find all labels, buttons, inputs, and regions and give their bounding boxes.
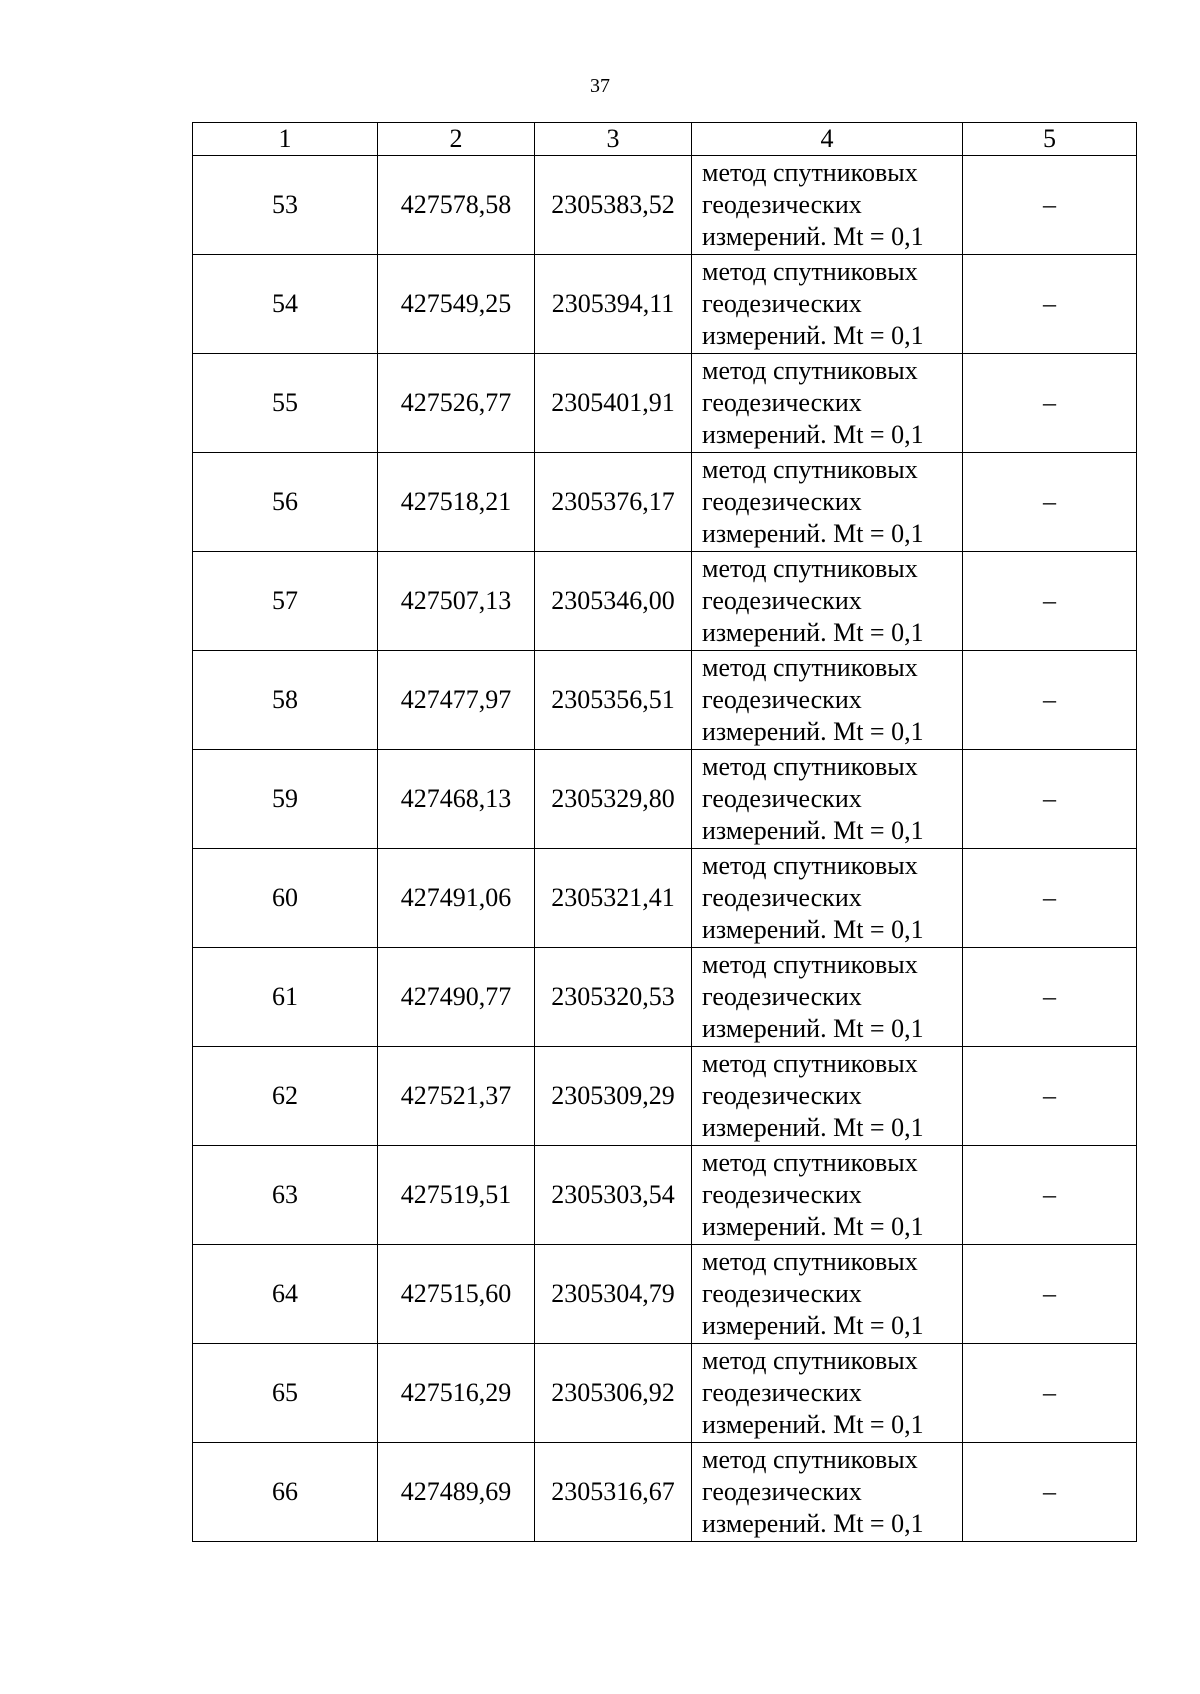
y-coordinate-cell: 2305401,91 (535, 354, 692, 453)
method-line: измерений. Mt = 0,1 (702, 1410, 924, 1439)
point-number-cell: 56 (193, 453, 378, 552)
table-row (193, 948, 1137, 1047)
method-line: измерений. Mt = 0,1 (702, 420, 924, 449)
point-number-cell: 63 (193, 1146, 378, 1245)
x-coordinate-cell: 427526,77 (378, 354, 535, 453)
x-coordinate-cell: 427578,58 (378, 156, 535, 255)
method-line: геодезических (702, 388, 862, 417)
method-line: измерений. Mt = 0,1 (702, 222, 924, 251)
y-coordinate-cell: 2305306,92 (535, 1344, 692, 1443)
point-number-cell: 59 (193, 750, 378, 849)
point-number-cell: 64 (193, 1245, 378, 1344)
method-line: геодезических (702, 487, 862, 516)
method-cell (692, 948, 963, 1047)
method-line: метод спутниковых (702, 851, 918, 880)
method-cell (692, 1047, 963, 1146)
method-line: измерений. Mt = 0,1 (702, 816, 924, 845)
x-coordinate-cell: 427489,69 (378, 1443, 535, 1542)
point-number-cell: 61 (193, 948, 378, 1047)
method-line: метод спутниковых (702, 158, 918, 187)
method-line: измерений. Mt = 0,1 (702, 1212, 924, 1241)
point-number-cell: 62 (193, 1047, 378, 1146)
x-coordinate-cell: 427521,37 (378, 1047, 535, 1146)
method-cell (692, 1146, 963, 1245)
point-number-cell: 57 (193, 552, 378, 651)
method-cell (692, 552, 963, 651)
method-cell (692, 255, 963, 354)
note-cell: – (963, 1443, 1137, 1542)
y-coordinate-cell: 2305346,00 (535, 552, 692, 651)
method-line: метод спутниковых (702, 1445, 918, 1474)
method-line: геодезических (702, 982, 862, 1011)
point-number-cell: 60 (193, 849, 378, 948)
method-line: метод спутниковых (702, 1148, 918, 1177)
x-coordinate-cell: 427468,13 (378, 750, 535, 849)
method-line: измерений. Mt = 0,1 (702, 1014, 924, 1043)
y-coordinate-cell: 2305321,41 (535, 849, 692, 948)
table-row (193, 651, 1137, 750)
point-number-cell: 58 (193, 651, 378, 750)
note-cell: – (963, 750, 1137, 849)
method-line: геодезических (702, 190, 862, 219)
table-row (193, 552, 1137, 651)
note-cell: – (963, 255, 1137, 354)
table-row (193, 1245, 1137, 1344)
table-row (193, 849, 1137, 948)
method-cell (692, 453, 963, 552)
method-line: метод спутниковых (702, 356, 918, 385)
table-row (193, 1146, 1137, 1245)
method-line: метод спутниковых (702, 752, 918, 781)
method-line: измерений. Mt = 0,1 (702, 321, 924, 350)
note-cell: – (963, 849, 1137, 948)
method-line: измерений. Mt = 0,1 (702, 519, 924, 548)
method-line: геодезических (702, 685, 862, 714)
note-cell: – (963, 156, 1137, 255)
method-cell (692, 1344, 963, 1443)
y-coordinate-cell: 2305309,29 (535, 1047, 692, 1146)
method-line: геодезических (702, 586, 862, 615)
column-header-5: 5 (963, 123, 1137, 156)
note-cell: – (963, 1047, 1137, 1146)
table-row (193, 453, 1137, 552)
method-line: геодезических (702, 1477, 862, 1506)
table-row (193, 156, 1137, 255)
note-cell: – (963, 1344, 1137, 1443)
method-line: геодезических (702, 1081, 862, 1110)
table-row (193, 1443, 1137, 1542)
y-coordinate-cell: 2305329,80 (535, 750, 692, 849)
method-cell (692, 651, 963, 750)
table-row (193, 750, 1137, 849)
method-line: метод спутниковых (702, 455, 918, 484)
method-line: геодезических (702, 784, 862, 813)
table-row (193, 1047, 1137, 1146)
table-row (193, 255, 1137, 354)
method-line: измерений. Mt = 0,1 (702, 915, 924, 944)
y-coordinate-cell: 2305303,54 (535, 1146, 692, 1245)
method-line: измерений. Mt = 0,1 (702, 1509, 924, 1538)
y-coordinate-cell: 2305376,17 (535, 453, 692, 552)
column-header-1: 1 (193, 123, 378, 156)
method-cell (692, 750, 963, 849)
method-line: метод спутниковых (702, 1049, 918, 1078)
point-number-cell: 65 (193, 1344, 378, 1443)
note-cell: – (963, 453, 1137, 552)
method-line: геодезических (702, 1180, 862, 1209)
method-cell (692, 849, 963, 948)
y-coordinate-cell: 2305383,52 (535, 156, 692, 255)
y-coordinate-cell: 2305356,51 (535, 651, 692, 750)
x-coordinate-cell: 427519,51 (378, 1146, 535, 1245)
x-coordinate-cell: 427518,21 (378, 453, 535, 552)
method-line: геодезических (702, 883, 862, 912)
point-number-cell: 55 (193, 354, 378, 453)
column-header-4: 4 (692, 123, 963, 156)
x-coordinate-cell: 427516,29 (378, 1344, 535, 1443)
method-line: геодезических (702, 1279, 862, 1308)
x-coordinate-cell: 427515,60 (378, 1245, 535, 1344)
table-header-row (193, 123, 1137, 156)
method-cell (692, 1443, 963, 1542)
method-line: измерений. Mt = 0,1 (702, 1311, 924, 1340)
method-line: геодезических (702, 289, 862, 318)
method-line: метод спутниковых (702, 1247, 918, 1276)
point-number-cell: 66 (193, 1443, 378, 1542)
table-row (193, 354, 1137, 453)
method-line: измерений. Mt = 0,1 (702, 1113, 924, 1142)
x-coordinate-cell: 427477,97 (378, 651, 535, 750)
page-number: 37 (590, 75, 610, 97)
x-coordinate-cell: 427491,06 (378, 849, 535, 948)
column-header-2: 2 (378, 123, 535, 156)
y-coordinate-cell: 2305316,67 (535, 1443, 692, 1542)
x-coordinate-cell: 427490,77 (378, 948, 535, 1047)
method-line: метод спутниковых (702, 257, 918, 286)
y-coordinate-cell: 2305304,79 (535, 1245, 692, 1344)
method-line: измерений. Mt = 0,1 (702, 717, 924, 746)
method-line: метод спутниковых (702, 1346, 918, 1375)
method-line: измерений. Mt = 0,1 (702, 618, 924, 647)
method-line: метод спутниковых (702, 653, 918, 682)
note-cell: – (963, 552, 1137, 651)
method-line: метод спутниковых (702, 950, 918, 979)
table-body (193, 156, 1137, 1542)
note-cell: – (963, 1146, 1137, 1245)
note-cell: – (963, 354, 1137, 453)
y-coordinate-cell: 2305394,11 (535, 255, 692, 354)
y-coordinate-cell: 2305320,53 (535, 948, 692, 1047)
method-line: метод спутниковых (702, 554, 918, 583)
note-cell: – (963, 1245, 1137, 1344)
note-cell: – (963, 948, 1137, 1047)
x-coordinate-cell: 427549,25 (378, 255, 535, 354)
method-cell (692, 156, 963, 255)
method-line: геодезических (702, 1378, 862, 1407)
point-number-cell: 54 (193, 255, 378, 354)
coordinates-table (192, 122, 1137, 1542)
point-number-cell: 53 (193, 156, 378, 255)
table-row (193, 1344, 1137, 1443)
method-cell (692, 1245, 963, 1344)
column-header-3: 3 (535, 123, 692, 156)
x-coordinate-cell: 427507,13 (378, 552, 535, 651)
method-cell (692, 354, 963, 453)
note-cell: – (963, 651, 1137, 750)
